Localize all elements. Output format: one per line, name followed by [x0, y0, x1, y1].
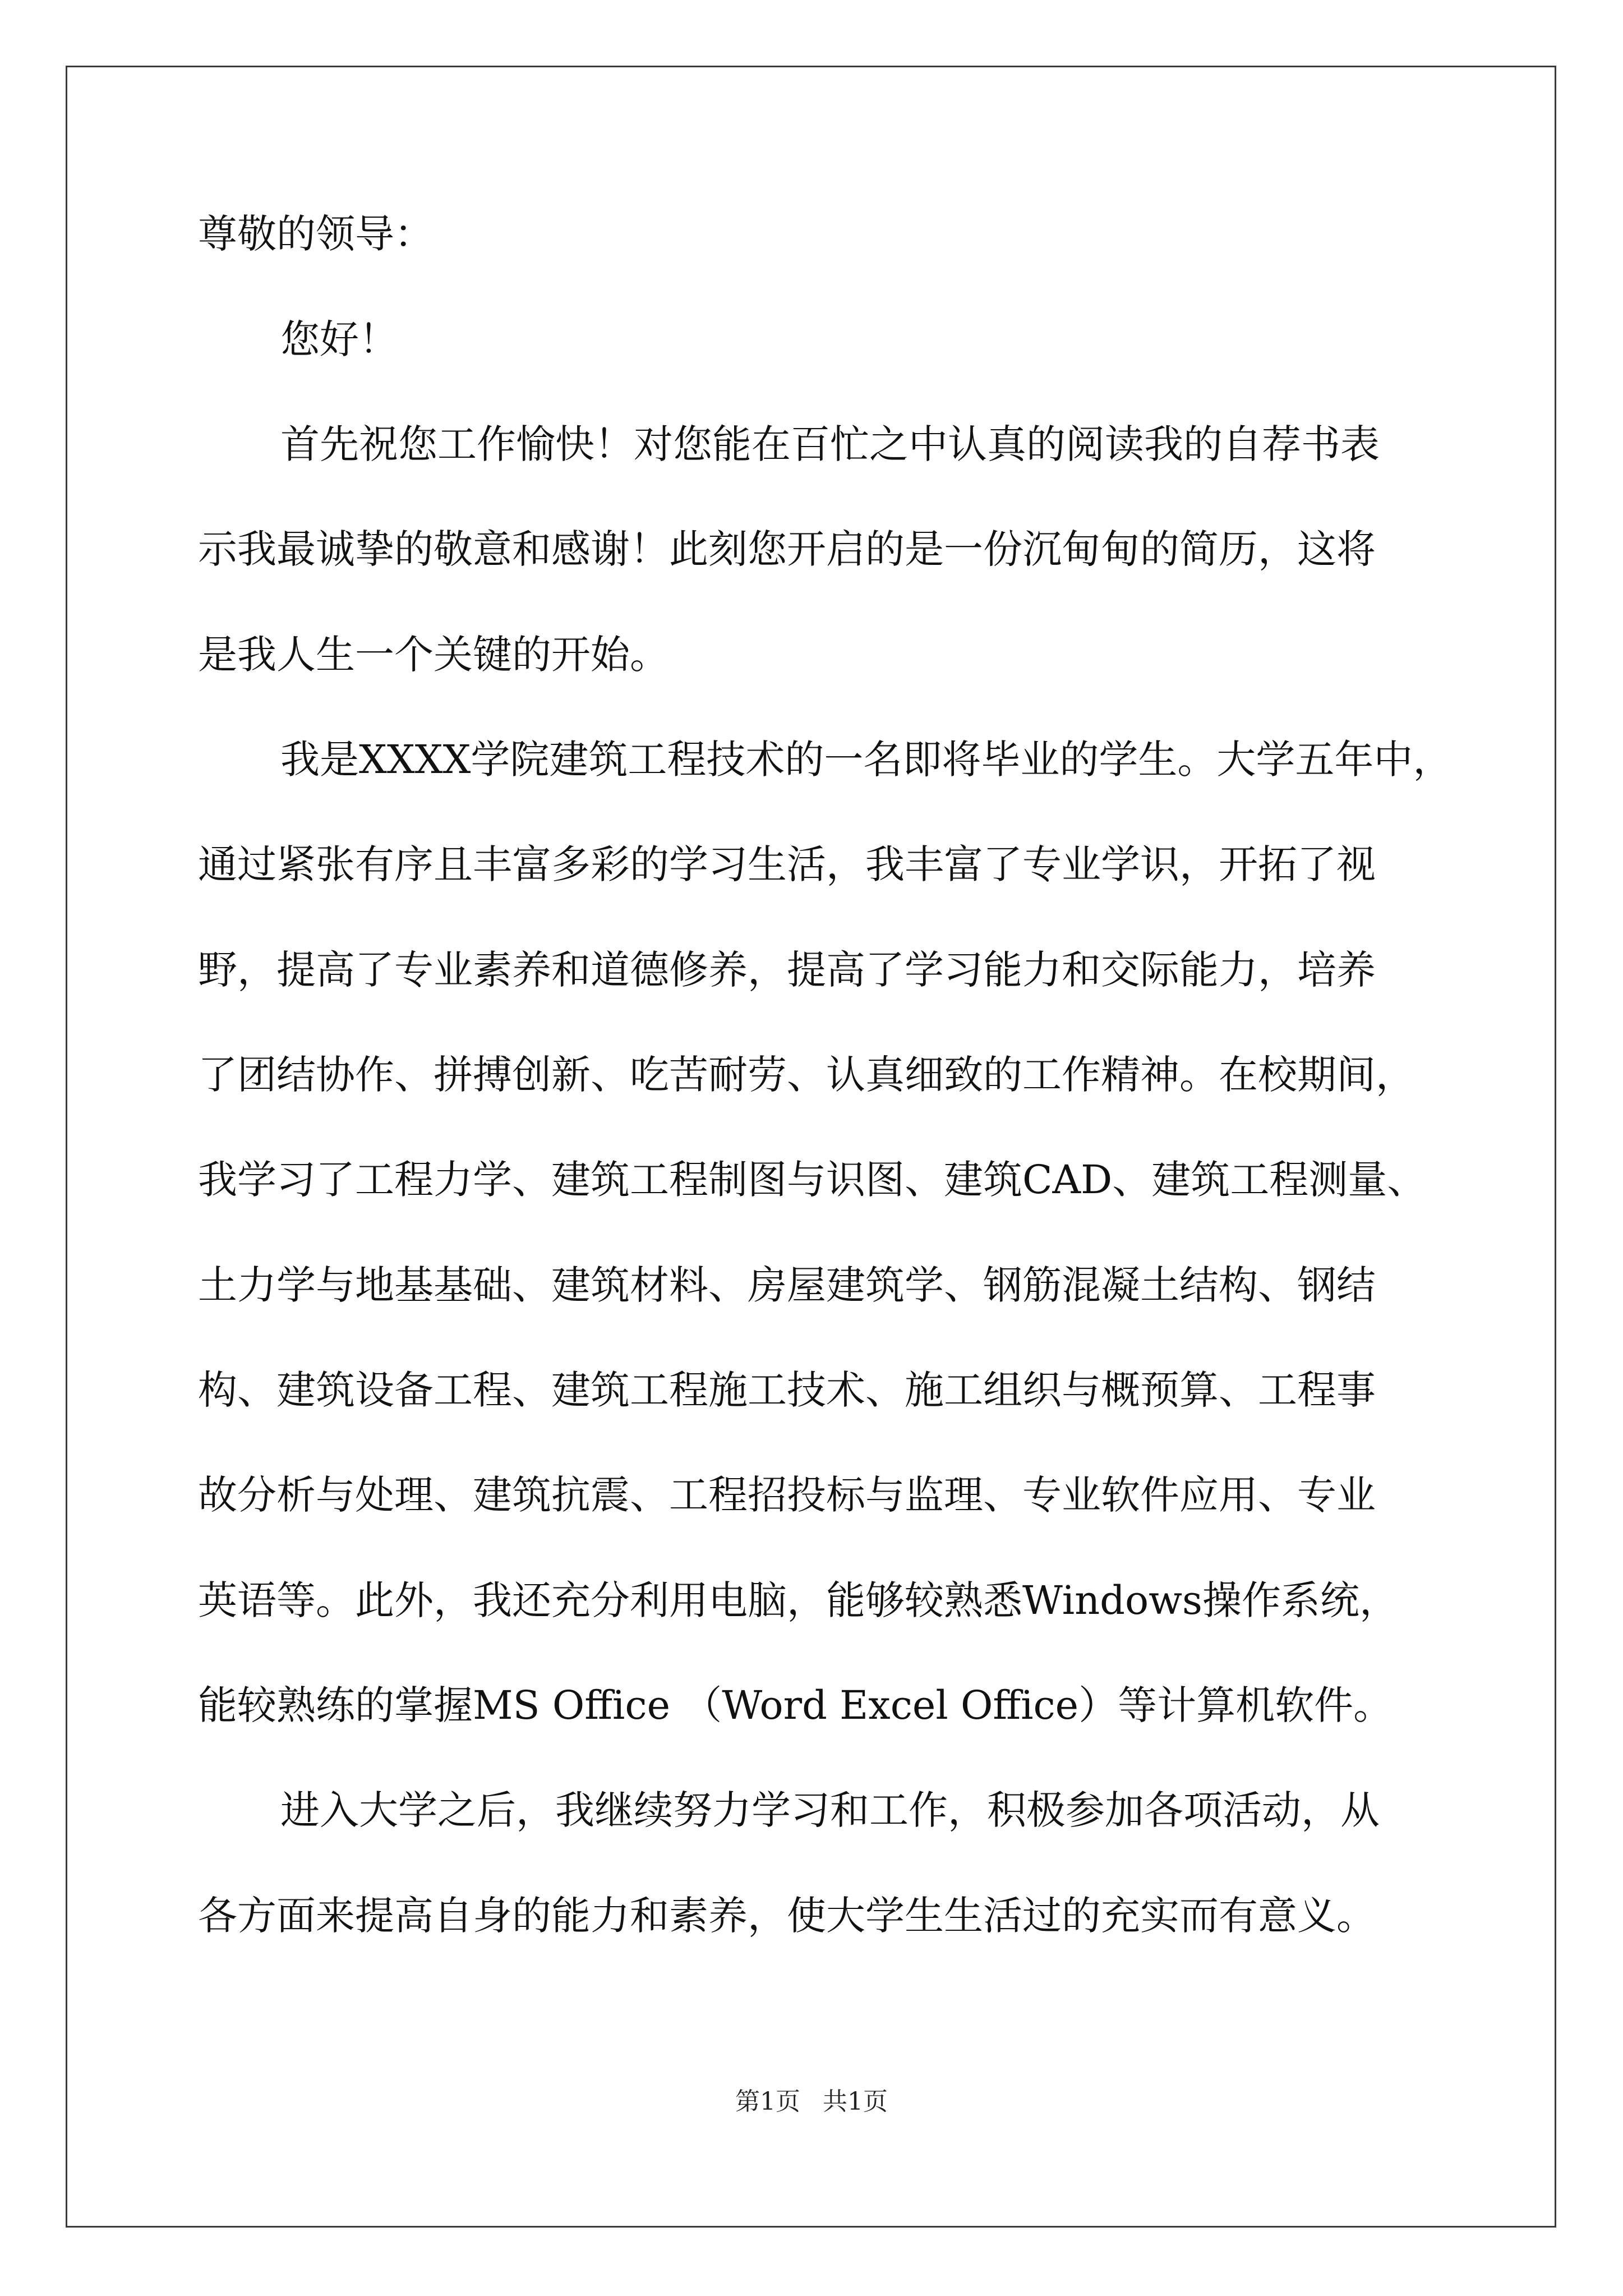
paragraph-line: 英语等。此外，我还充分利用电脑，能够较熟悉Windows操作系统， — [198, 1577, 1399, 1623]
paragraph-line: 首先祝您工作愉快！对您能在百忙之中认真的阅读我的自荐书表 — [280, 421, 1380, 467]
paragraph-line: 示我最诚挚的敬意和感谢！此刻您开启的是一份沉甸甸的简历，这将 — [198, 526, 1376, 572]
paragraph-line: 进入大学之后，我继续努力学习和工作，积极参加各项活动，从 — [280, 1787, 1380, 1833]
paragraph-line: 是我人生一个关键的开始。 — [198, 632, 669, 678]
paragraph-line: 野，提高了专业素养和道德修养，提高了学习能力和交际能力，培养 — [198, 947, 1376, 993]
paragraph-line: 我学习了工程力学、建筑工程制图与识图、建筑CAD、建筑工程测量、 — [198, 1157, 1427, 1203]
page-total: 共1页 — [823, 2087, 888, 2116]
page-number: 第1页 — [735, 2087, 800, 2116]
letter-salutation: 您好！ — [280, 316, 398, 362]
paragraph-line: 能较熟练的掌握MS Office （Word Excel Office）等计算机软件。 — [198, 1682, 1393, 1728]
paragraph-line: 各方面来提高自身的能力和素养，使大学生生活过的充实而有意义。 — [198, 1893, 1376, 1939]
paragraph-line: 通过紧张有序且丰富多彩的学习生活，我丰富了专业学识，开拓了视 — [198, 841, 1376, 887]
paragraph-line: 了团结协作、拼搏创新、吃苦耐劳、认真细致的工作精神。在校期间， — [198, 1052, 1415, 1098]
letter-greeting: 尊敬的领导： — [198, 211, 434, 257]
paragraph-line: 构、建筑设备工程、建筑工程施工技术、施工组织与概预算、工程事 — [198, 1367, 1376, 1413]
paragraph-line: 故分析与处理、建筑抗震、工程招投标与监理、专业软件应用、专业 — [198, 1472, 1376, 1518]
page-footer — [0, 2081, 1623, 2117]
paragraph-line: 土力学与地基基础、建筑材料、房屋建筑学、钢筋混凝土结构、钢结 — [198, 1262, 1376, 1308]
paragraph-line: 我是XXXX学院建筑工程技术的一名即将毕业的学生。大学五年中， — [280, 737, 1453, 783]
